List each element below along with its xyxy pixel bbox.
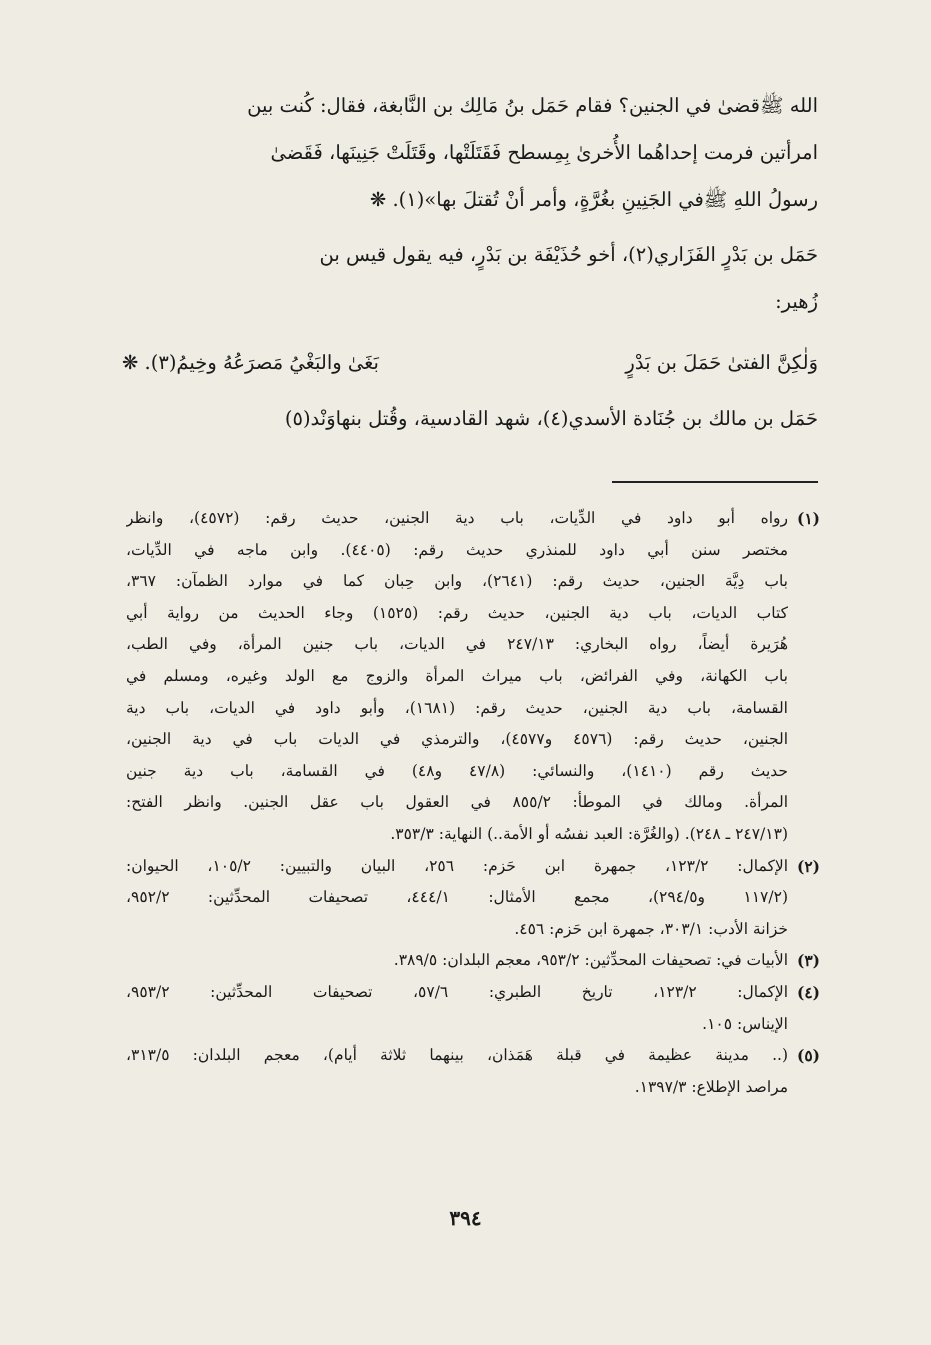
verse-second-hemistich: بَغَىٰ والبَغْيُ مَصرَعُهُ وخِيمُ(٣). ❋	[122, 350, 379, 374]
footnote-4	[126, 977, 820, 1040]
footnote-separator	[612, 481, 818, 483]
text-line: زُهير:	[775, 290, 818, 313]
footnote-2	[126, 851, 820, 946]
footnote-line: القسامة، باب دية الجنين، حديث رقم: (١٦٨١)، وأبو داود في الديات، باب دية	[126, 698, 788, 717]
footnote-line: مراصد الإطلاع: ١٣٩٧/٣.	[634, 1077, 788, 1096]
footnote-line: (١١٧/٢ و٢٩٤/٥)، مجمع الأمثال: ٤٤٤/١، تصحيفات المحدِّثين: ٩٥٢/٢،	[126, 888, 788, 907]
footnote-number: (٢)	[796, 856, 820, 876]
text-line: رسولُ اللهِ ﷺفي الجَنِينِ بغُرَّةٍ، وأمر أنْ تُقتلَ بها»(١). ❋	[369, 188, 818, 211]
footnotes	[126, 503, 820, 1103]
paragraph-hadith	[122, 82, 818, 223]
text-line: حَمَل بن مالك بن جُنَادة الأسدي(٤)، شهد القادسية، وقُتل بنهاوَنْد(٥)	[284, 407, 818, 430]
footnote-5	[126, 1040, 820, 1103]
footnote-number: (٤)	[796, 982, 820, 1002]
footnote-line: (٢٤٧/١٣ ـ ٢٤٨). (والغُرَّة: العبد نفسُه أو الأمة..) النهاية: ٣٥٣/٣.	[390, 824, 788, 843]
footnote-line: حديث رقم (١٤١٠)، والنسائي: (٤٧/٨ و٤٨) في القسامة، باب دية جنين	[126, 761, 788, 780]
text-line: امرأتين فرمت إحداهُما الأُخرىٰ بِمِسطح فَقَتَلَتْها، وقَتَلَتْ جَنِينَها، فَقَضىٰ	[270, 141, 818, 164]
verse-first-hemistich: وَلٰكِنَّ الفتىٰ حَمَلَ بن بَدْرٍ	[625, 350, 818, 374]
footnote-line: المرأة. ومالك في الموطأ: ٨٥٥/٢ في العقول باب عقل الجنين. وانظر الفتح:	[126, 793, 788, 812]
footnote-1	[126, 503, 820, 851]
footnote-number: (٥)	[796, 1046, 820, 1066]
footnote-number: (١)	[796, 509, 820, 528]
footnote-line: الإكمال: ١٢٣/٢، جمهرة ابن حَزم: ٢٥٦، البيان والتبيين: ١٠٥/٢، الحيوان:	[126, 856, 788, 875]
footnote-line: رواه أبو داود في الدِّيات، باب دية الجنين، حديث رقم: (٤٥٧٢)، وانظر	[126, 509, 788, 527]
footnote-line: هُرَيرة أيضاً، رواه البخاري: ٢٤٧/١٣ في الديات، باب جنين المرأة، وفي الطب،	[126, 635, 788, 654]
footnote-line: خزانة الأدب: ٣٠٣/١، جمهرة ابن حَزم: ٤٥٦.	[514, 919, 788, 938]
footnote-number: (٣)	[796, 951, 820, 971]
paragraph-hamal-badr	[122, 231, 818, 325]
footnote-line: مختصر سنن أبي داود للمنذري حديث رقم: (٤٤٠٥). وابن ماجه في الدِّيات،	[126, 540, 788, 559]
text-line: حَمَل بن بَدْرٍ الفَزَاري(٢)، أخو حُذَيْفَة بن بَدْرٍ، فيه يقول قيس بن	[319, 243, 818, 266]
footnote-line: الإكمال: ١٢٣/٢، تاريخ الطبري: ٥٧/٦، تصحيفات المحدِّثين: ٩٥٣/٢،	[126, 982, 788, 1001]
footnote-line: باب دِيَّة الجنين، حديث رقم: (٢٦٤١)، وابن حِبان كما في موارد الظمآن: ٣٦٧،	[126, 572, 788, 591]
paragraph-hamal-malik	[122, 395, 818, 442]
footnote-line: كتاب الديات، باب دية الجنين، حديث رقم: (١٥٢٥) وجاء الحديث من رواية أبي	[126, 603, 788, 622]
footnote-3	[126, 945, 820, 977]
page-number: ٣٩٤	[449, 1206, 482, 1230]
footnote-line: الإيناس: ١٠٥.	[702, 1014, 788, 1033]
main-text	[122, 82, 818, 442]
text-line: الله ﷺقضىٰ في الجنين؟ فقام حَمَل بنُ مَالِك بن النَّابغة، فقال: كُنت بين	[247, 94, 818, 117]
poetry-verse	[122, 329, 818, 395]
footnote-line: (.. مدينة عظيمة في قبلة هَمَذان، بينهما ثلاثة أيام)، معجم البلدان: ٣١٣/٥،	[126, 1046, 788, 1065]
footnote-line: الجنين، حديث رقم: (٤٥٧٦ و٤٥٧٧)، والترمذي في الديات باب في دية الجنين،	[126, 730, 788, 749]
footnote-line: الأبيات في: تصحيفات المحدِّثين: ٩٥٣/٢، معجم البلدان: ٣٨٩/٥.	[393, 951, 788, 970]
footnote-line: باب الكهانة، وفي الفرائض، باب ميراث المرأة والزوج مع الولد وغيره، ومسلم في	[126, 666, 788, 685]
